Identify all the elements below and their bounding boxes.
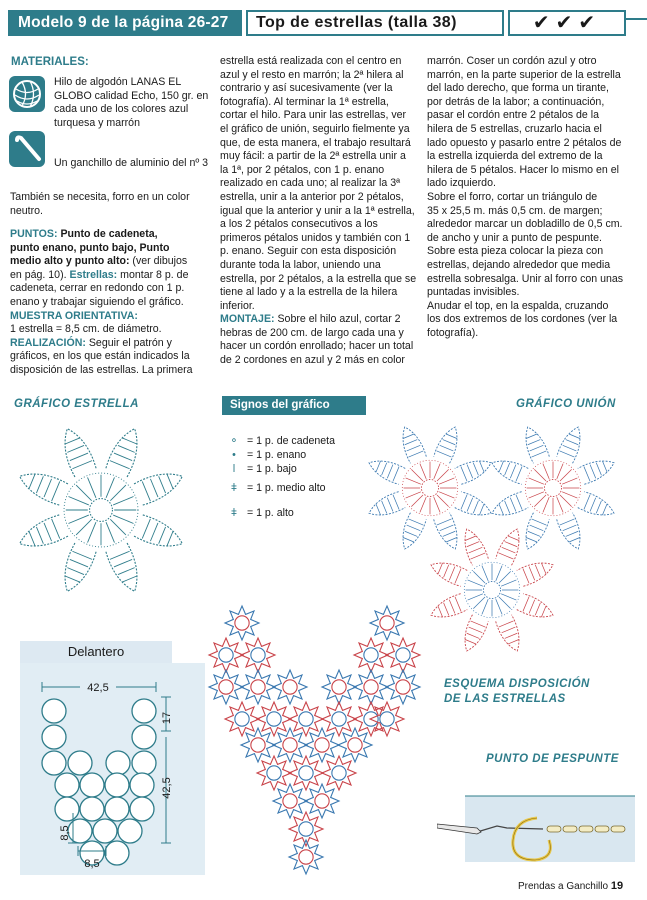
half-double-crochet-icon: ǂ (230, 482, 238, 494)
legend-alto: ǂ = 1 p. alto (224, 506, 294, 520)
legend-cadeneta: ⚬ = 1 p. de cadeneta (224, 434, 335, 448)
page-footer: Prendas a Ganchillo 19 (518, 880, 624, 892)
delantero-bottom-height-label: 8,5 (59, 825, 71, 841)
backstitch-illustration (437, 790, 637, 870)
legend-enano: • = 1 p. enano (224, 448, 306, 462)
delantero-label: Delantero (20, 641, 172, 663)
slip-stitch-icon: • (232, 449, 236, 461)
star-layout-diagram (200, 595, 440, 885)
materials-title: MATERIALES: (11, 56, 89, 68)
column-3: marrón. Coser un cordón azul y otro marrón, en la parte superior de la estrella del lado derecho, que forma un tirante, por detrás de la labor; a continuación, pasar el cordón entre 2 pétalos de la hilera de 5 estrellas, cruzarlo hacia el lado opuesto y pasarlo entre 2 pétalos de la estrella izquierda del extremo de la hilera de 5 pétalos. Hacer lo mismo en el lado izquierdo. Sobre el forro, cortar un triángulo de 35 x 25,5 m. más 0,5 cm. de margen; alrededor marcar un dobladillo de 0,5 cm. de ancho y unir a punto de pespunte. Sobre esta pieza colocar la pieza con estrellas, dejando alrededor que media estrella sobresalga. Unir al forro con unas puntadas invisibles. Anudar el top, en la espalda, cruzando los dos extremos de los cordones (ver la fotografía). (427, 55, 624, 339)
crochet-hook-icon (9, 131, 45, 167)
puntos-label: PUNTOS: (10, 228, 58, 240)
double-crochet-icon: ǂ (230, 507, 238, 519)
esquema-title-line1: ESQUEMA DISPOSICIÓN (444, 678, 590, 690)
punto-pespunte-title: PUNTO DE PESPUNTE (486, 753, 619, 765)
single-crochet-icon: ǀ (232, 463, 236, 475)
legend-bajo: ǀ = 1 p. bajo (224, 462, 297, 476)
grafico-union-title: GRÁFICO UNIÓN (516, 398, 616, 410)
chain-stitch-icon: ⚬ (229, 435, 239, 447)
delantero-width-label: 42,5 (87, 682, 109, 694)
column-1: PUNTOS: Punto de cadeneta, punto enano, punto bajo, Punto medio alto y punto alto: (ver dibujos en pág. 10). Estrellas: montar 8 p. de cadeneta, cerrar en redondo con 1 p. enano y trabajar siguiendo el gráfico. MUESTRA ORIENTATIVA: 1 estrella = 8,5 cm. de diámetro. REALIZACIÓN: Seguir el patrón y gráficos, en los que están indicados la disposición de las estrellas. La primera (10, 228, 193, 376)
grafico-estrella-title: GRÁFICO ESTRELLA (14, 398, 139, 410)
signos-title: Signos del gráfico (222, 396, 366, 415)
column-2: estrella está realizada con el centro en azul y el resto en marrón; la 2ª hilera al contrario y así sucesivamente (ver la fotografía). Al terminar la 1ª estrella, cortar el hilo. Para unir las estrellas, ver el gráfico de unión, seguirlo fielmente ya que, de esta manera, el trabajo resultará muy fácil: a partir de la 2ª estrella unir a la 1ª, por 2 pétalos, con 1 p. enano realizado en cada uno; al realizar la 3ª estrella, unir a la anterior por 2 pétalos, igual que la anterior y unir a la 1ª estrella, a los 2 pétalos consecutivos a los primeros pétalos unidos y también con 1 p. enano. Seguir con esta disposición durante toda la labor, uniendo una estrella, por 2 pétalos, a la estrella que se tiene al lado y a la estrella de la hilera inferior. MONTAJE: Sobre el hilo azul, cortar 2 hebras de 200 cm. de largo cada una y hacer un cordón enrollado; hacer un total de 2 cordones en azul y 2 más en color (220, 55, 417, 367)
page-number: 19 (610, 880, 624, 892)
legend-medio-alto: ǂ = 1 p. medio alto (224, 481, 326, 495)
pattern-title: Top de estrellas (talla 38) (246, 10, 504, 36)
delantero-side-height-label: 17 (161, 711, 173, 725)
realizacion-label: REALIZACIÓN: (10, 336, 86, 349)
esquema-title-line2: DE LAS ESTRELLAS (444, 693, 566, 705)
yarn-ball-icon (9, 76, 45, 112)
materials-hook: Un ganchillo de aluminio del nº 3 (54, 157, 209, 169)
delantero-total-height-label: 42,5 (161, 777, 173, 799)
materials-yarn: Hilo de algodón LANAS EL GLOBO calidad Echo, 150 gr. en cada uno de los colores azul turquesa y marrón (54, 76, 209, 129)
header-rule (626, 18, 647, 20)
delantero-bottom-width-label: 8,5 (84, 858, 100, 870)
model-reference: Modelo 9 de la página 26-27 (8, 10, 242, 36)
materials-extra: También se necesita, forro en un color neutro. (10, 191, 190, 217)
montaje-label: MONTAJE: (220, 313, 275, 326)
star-chart-diagram (8, 418, 208, 598)
muestra-label: MUESTRA ORIENTATIVA: (10, 309, 138, 322)
delantero-diagram (20, 663, 205, 875)
difficulty-rating: ✔✔✔ (508, 10, 626, 36)
